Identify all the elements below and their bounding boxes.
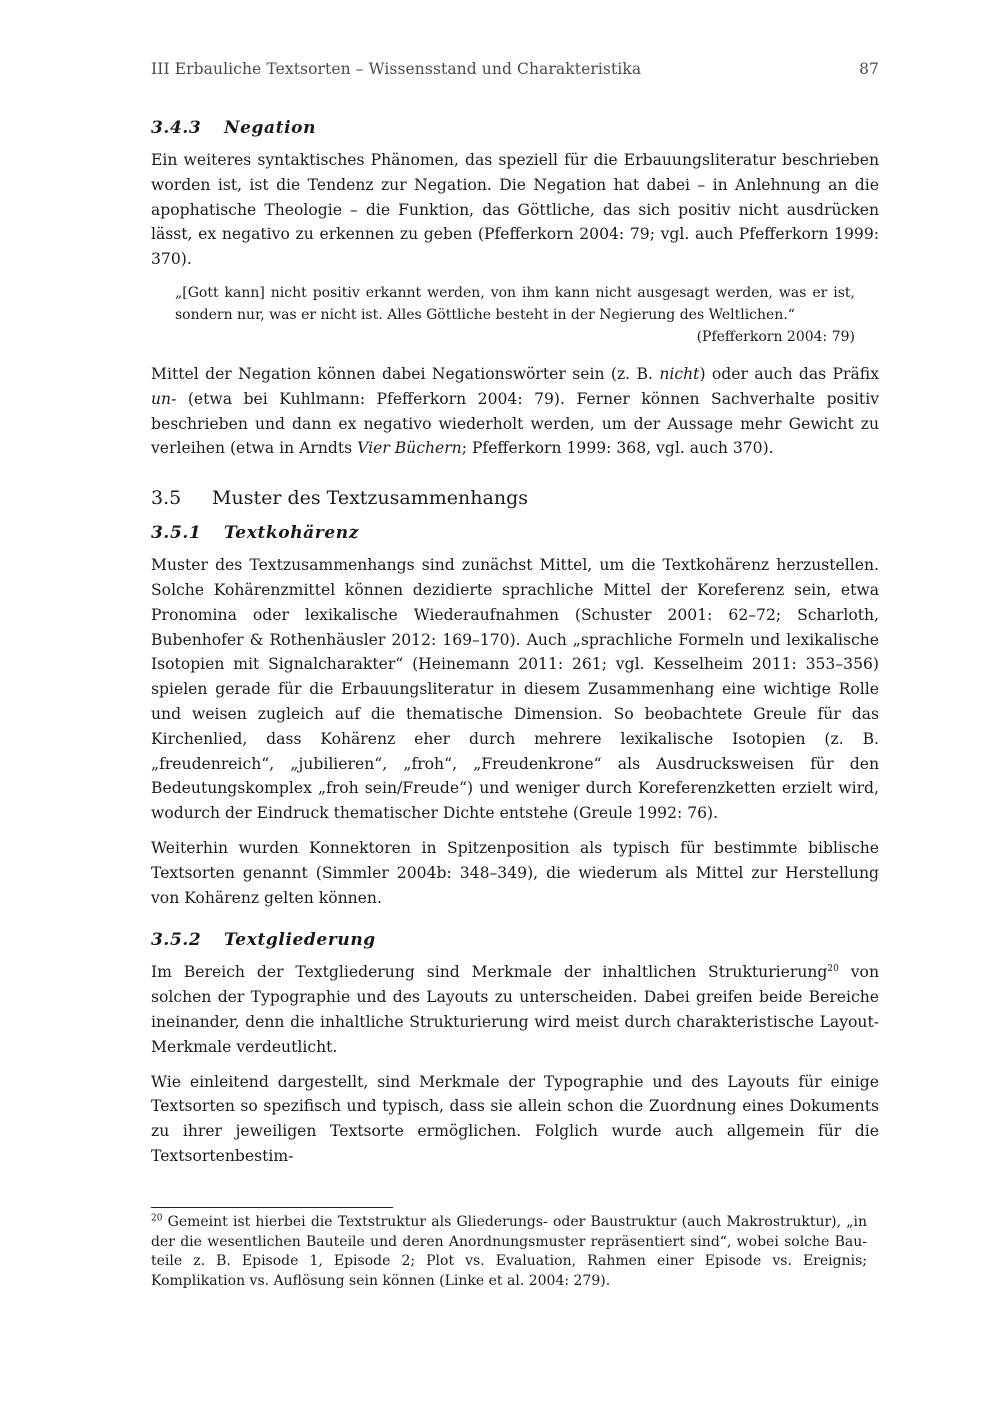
paragraph-negation-intro: Ein weiteres syntaktisches Phänomen, das speziell für die Erbauungsliteratur beschrieben worden ist, ist die Tendenz zur Negation. Die Negation hat dabei – in Anlehnung an die apophatische Theologie – die Funktion, das Göttliche, das sich positiv nicht ausdrücken lässt, ex negativo zu erkennen zu geben (Pfefferkorn 2004: 79; vgl. auch Pfefferkorn 1999: 370). — [151, 151, 879, 269]
page-number: 87 — [859, 60, 879, 78]
text-run: ; Pfefferkorn 1999: 368, vgl. auch 370). — [461, 439, 774, 458]
footnote-text: Gemeint ist hierbei die Textstruktur als Gliederungs- oder Baustruktur (auch Makrostruktur), „in der die wesentlichen Bauteile und deren Anordnungsmuster repräsentiert sind“, wobei solche Bauteile z. B. Episode 1, Episode 2; Plot vs. Evaluation, Rahmen einer Episode vs. Ereignis; Komplikation vs. Auflösung sein können (Linke et al. 2004: 279). — [151, 1214, 867, 1289]
running-head — [151, 60, 879, 78]
text-run: Mittel der Negation können dabei Negationswörter sein (z. B. — [151, 364, 660, 383]
paragraph-structuring — [151, 960, 879, 1059]
heading-title: Textkohärenz — [224, 523, 359, 544]
main-text — [151, 118, 879, 1179]
heading-3-5-1 — [151, 523, 879, 543]
italic-term: nicht — [659, 364, 700, 383]
text-run: ) oder auch das Präfix — [699, 364, 879, 383]
quote-source: (Pfefferkorn 2004: 79) — [696, 328, 855, 345]
running-head-title: III Erbauliche Textsorten – Wissensstand und Charakteristika — [151, 60, 642, 78]
heading-title: Muster des Textzusammenhangs — [212, 487, 528, 510]
paragraph-typography: Wie einleitend dargestellt, sind Merkmale der Typographie und des Layouts für einige Textsorten so spezifisch und typisch, dass sie allein schon die Zuordnung eines Dokuments zu ihrer jeweiligen Textsorte ermöglichen. Folglich wurde auch allgemein für die Textsortenbestim- — [151, 1072, 879, 1165]
footnote-divider — [151, 1207, 393, 1208]
italic-term: un- — [151, 389, 177, 408]
text-run: von solchen der Typographie und des Layouts zu unterscheiden. Dabei greifen beide Bereiche ineinander, denn die inhaltliche Strukturierung wird meist durch charakteristische Layout-Merkmale verdeutlicht. — [151, 963, 879, 1056]
footnote-number: 20 — [151, 1213, 163, 1224]
heading-3-5 — [151, 487, 879, 509]
heading-title: Negation — [224, 118, 317, 138]
footnote-reference[interactable]: 20 — [827, 964, 839, 975]
heading-number: 3.4.3 — [151, 118, 202, 138]
heading-title: Textgliederung — [224, 930, 376, 951]
heading-3-5-2 — [151, 930, 879, 950]
heading-3-4-3 — [151, 118, 879, 138]
paragraph-connectors: Weiterhin wurden Konnektoren in Spitzenposition als typisch für bestimmte biblische Textsorten genannt (Simmler 2004b: 348–349), die wiederum als Mittel zur Herstellung von Kohärenz gelten können. — [151, 838, 879, 907]
heading-number: 3.5.2 — [151, 930, 202, 951]
block-quote — [175, 282, 855, 348]
quote-text: „[Gott kann] nicht positiv erkannt werden, von ihm kann nicht ausgesagt werden, was er ist, sondern nur, was er nicht ist. Alles Göttliche besteht in der Negierung des Weltlichen.“ — [175, 284, 855, 323]
heading-number: 3.5 — [151, 487, 182, 510]
heading-number: 3.5.1 — [151, 523, 202, 544]
text-run: Im Bereich der Textgliederung sind Merkmale der inhaltlichen Strukturierung — [151, 963, 828, 982]
italic-title: Vier Büchern — [357, 439, 462, 458]
paragraph-coherence: Muster des Textzusammenhangs sind zunächst Mittel, um die Textkohärenz herzustellen. Solche Kohärenzmittel können dezidierte sprachliche Mittel der Koreferenz sein, etwa Pronomina oder lexikalische Wiederaufnahmen (Schuster 2001: 62–72; Scharloth, Bubenhofer & Rothenhäusler 2012: 169–170). Auch „sprachliche Formeln und lexikalische Isotopien mit Signalcharakter“ (Heinemann 2011: 261; vgl. Kesselheim 2011: 353–356) spielen gerade für die Erbauungsliteratur in diesem Zusammenhang eine wichtige Rolle und weisen zugleich auf die thematische Dimension. So beobachtete Greule für das Kirchenlied, dass Kohärenz eher durch mehrere lexikalische Isotopien (z. B. „freudenreich“, „jubilieren“, „froh“, „Freudenkrone“ als Ausdrucksweisen für den Bedeutungskomplex „froh sein/Freude“) und weniger durch Koreferenzketten erzielt wird, wodurch der Eindruck thematischer Dichte entstehe (Greule 1992: 76). — [151, 556, 879, 823]
footnote — [151, 1213, 867, 1291]
paragraph-negation-means — [151, 362, 879, 461]
text-run: (etwa bei Kuhlmann: Pfefferkorn 2004: 79). Ferner können Sachverhalte positiv beschrieben und dann ex negativo wiederholt werden, um der Aussage mehr Gewicht zu verleihen (etwa in Arndts — [151, 389, 879, 458]
